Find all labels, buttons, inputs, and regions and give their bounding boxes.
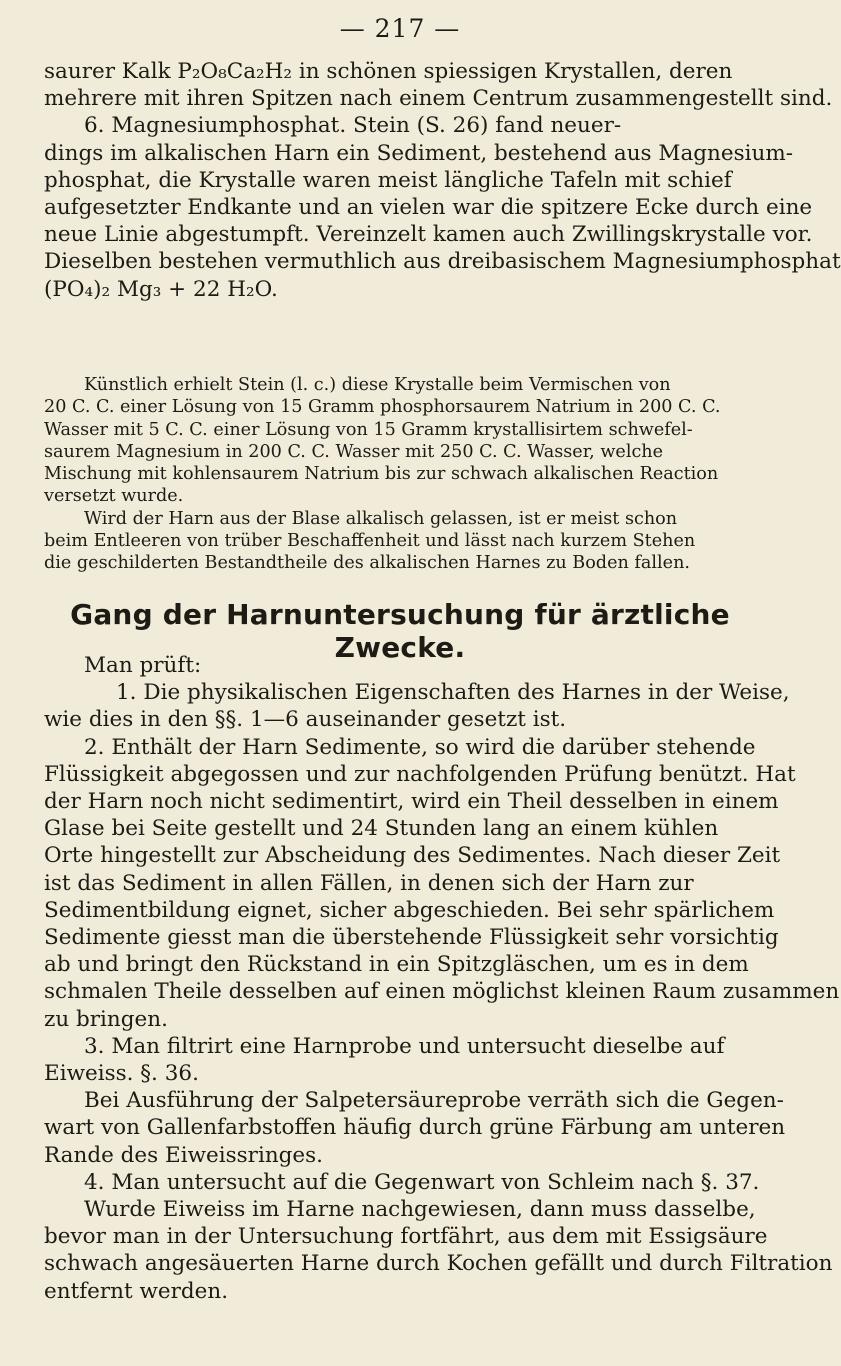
text-line: saurer Kalk P₂O₈Ca₂H₂ in schönen spiessigen Krystallen, deren — [44, 59, 733, 84]
text-line: Orte hingestellt zur Abscheidung des Sedimentes. Nach dieser Zeit — [44, 843, 781, 869]
text-line: schmalen Theile desselben auf einen möglichst kleinen Raum zusammen — [44, 979, 840, 1005]
formula-line: (PO₄)₂ Mg₃ + 22 H₂O. — [44, 276, 278, 302]
paragraph-urinalysis — [44, 652, 840, 1305]
text-line: 1. Die physikalischen Eigenschaften des Harnes in der Weise, — [116, 680, 790, 706]
text-line: Rande des Eiweissringes. — [44, 1142, 324, 1168]
text-line: Wurde Eiweiss im Harne nachgewiesen, dann muss dasselbe, — [84, 1197, 756, 1223]
text-line: Sedimente giesst man die überstehende Flüssigkeit sehr vorsichtig — [44, 925, 779, 951]
text-line: wie dies in den §§. 1—6 auseinander gesetzt ist. — [44, 707, 567, 733]
text-line: 2. Enthält der Harn Sedimente, so wird die darüber stehende — [84, 734, 756, 760]
footnote-block — [44, 374, 756, 575]
note-line: Künstlich erhielt Stein (l. c.) diese Krystalle beim Vermischen von — [84, 375, 671, 395]
text-line: entfernt werden. — [44, 1278, 229, 1304]
note-line: 20 C. C. einer Lösung von 15 Gramm phosphorsaurem Natrium in 200 C. C. — [44, 397, 721, 418]
text-line: Sedimentbildung eignet, sicher abgeschieden. Bei sehr spärlichem — [44, 897, 775, 923]
text-line: mehrere mit ihren Spitzen nach einem Centrum zusammengestellt sind. — [44, 86, 833, 112]
text-line: Glase bei Seite gestellt und 24 Stunden lang an einem kühlen — [44, 816, 719, 842]
text-line: schwach angesäuerten Harne durch Kochen gefällt und durch Filtration — [44, 1251, 833, 1277]
text-line: neue Linie abgestumpft. Vereinzelt kamen auch Zwillingskrystalle vor. — [44, 222, 813, 248]
note-line: Wasser mit 5 C. C. einer Lösung von 15 Gramm krystallisirtem schwefel- — [44, 419, 693, 440]
page-number: — 217 — — [339, 14, 461, 43]
note-line: Wird der Harn aus der Blase alkalisch gelassen, ist er meist schon — [84, 508, 678, 529]
note-line: versetzt wurde. — [44, 486, 184, 507]
text-line: 6. Magnesiumphosphat. Stein (S. 26) fand neuer- — [84, 113, 622, 139]
note-line: die geschilderten Bestandtheile des alkalischen Harnes zu Boden fallen. — [44, 553, 690, 574]
text-line: Dieselben bestehen vermuthlich aus dreibasischem Magnesiumphosphat — [44, 249, 841, 275]
note-line: beim Entleeren von trüber Beschaffenheit und lässt nach kurzem Stehen — [44, 531, 696, 552]
note-line: Mischung mit kohlensaurem Natrium bis zur schwach alkalischen Reaction — [44, 464, 719, 485]
text-line: 4. Man untersucht auf die Gegenwart von Schleim nach §. 37. — [84, 1169, 760, 1195]
text-line: Flüssigkeit abgegossen und zur nachfolgenden Prüfung benützt. Hat — [44, 761, 796, 787]
text-line: der Harn noch nicht sedimentirt, wird ein Theil desselben in einem — [44, 789, 779, 815]
paragraph-magnesium-phosphate — [44, 58, 841, 303]
note-line: saurem Magnesium in 200 C. C. Wasser mit 250 C. C. Wasser, welche — [44, 441, 664, 462]
text-line: ab und bringt den Rückstand in ein Spitzgläschen, um es in dem — [44, 952, 749, 978]
text-line: bevor man in der Untersuchung fortfährt, aus dem mit Essigsäure — [44, 1224, 768, 1250]
text-line: Eiweiss. §. 36. — [44, 1061, 199, 1087]
text-line: phosphat, die Krystalle waren meist längliche Tafeln mit schief — [44, 167, 732, 193]
text-line: zu bringen. — [44, 1006, 168, 1032]
text-line: ist das Sediment in allen Fällen, in denen sich der Harn zur — [44, 870, 694, 896]
text-line: wart von Gallenfarbstoffen häufig durch grüne Färbung am unteren — [44, 1115, 786, 1141]
text-line: Bei Ausführung der Salpetersäureprobe verräth sich die Gegen- — [84, 1088, 784, 1114]
section-heading: Gang der Harnuntersuchung für ärztliche Zwecke. — [70, 598, 730, 664]
text-line: 3. Man filtrirt eine Harnprobe und untersucht dieselbe auf — [84, 1033, 725, 1059]
text-line: aufgesetzter Endkante und an vielen war die spitzere Ecke durch eine — [44, 195, 813, 221]
text-line: dings im alkalischen Harn ein Sediment, bestehend aus Magnesium- — [44, 140, 794, 166]
text-line: Man prüft: — [84, 653, 202, 678]
